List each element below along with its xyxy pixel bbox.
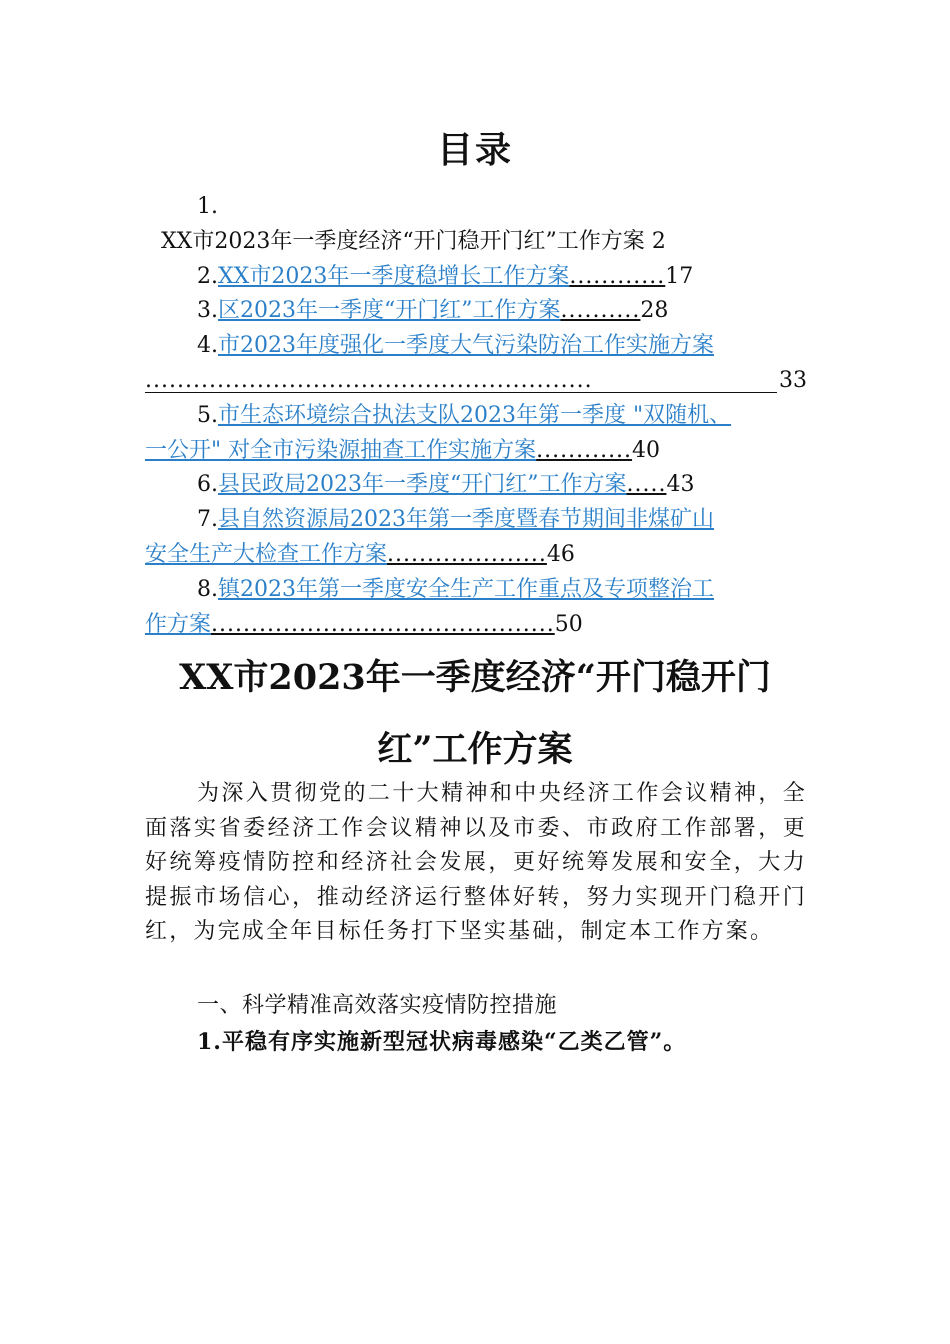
toc-entry-4[interactable] (145, 329, 807, 364)
toc-entry-6[interactable] (145, 468, 807, 503)
toc-entry-link[interactable]: XX市2023年一季度稳增长工作方案 (218, 263, 570, 289)
toc-entry-7[interactable] (145, 503, 807, 538)
toc-entry-link[interactable]: 区2023年一季度“开门红”工作方案 (218, 298, 561, 324)
toc-entry-number: 2. (197, 263, 218, 289)
toc-entry-number: 5. (197, 402, 218, 428)
toc-entry-number: 8. (197, 576, 218, 602)
toc-leader-dots: .................... (387, 541, 547, 567)
toc-entry-5[interactable] (145, 399, 807, 434)
toc-leader-dots: ............ (569, 263, 666, 289)
toc-entry-number: 6. (197, 472, 218, 498)
toc-entry-7-continued[interactable] (145, 538, 807, 573)
toc-entry-number: 3. (197, 298, 218, 324)
table-of-contents (145, 190, 807, 642)
section-heading: 一、科学精准高效落实疫情防控措施 (197, 993, 558, 1018)
toc-entry-2[interactable] (145, 260, 807, 295)
toc-entry-link[interactable]: 市生态环境综合执法支队2023年第一季度 "双随机、 (218, 402, 732, 428)
toc-title: 目录 (436, 129, 513, 171)
toc-entry-page: 33 (779, 367, 807, 393)
toc-leader-dots: .......... (560, 298, 641, 324)
toc-entry-page: 17 (665, 263, 694, 289)
toc-entry-8-continued[interactable] (145, 608, 807, 643)
toc-entry-8[interactable] (145, 573, 807, 608)
document-title-line-1: XX市2023年一季度经济“开门稳开门 (179, 657, 771, 698)
toc-entry-link[interactable]: 镇2023年第一季度安全生产工作重点及专项整治工 (218, 576, 714, 602)
toc-leader-dots: ........................................................ (145, 364, 777, 393)
subsection-heading: 1.平稳有序实施新型冠状病毒感染“乙类乙管”。 (197, 1029, 687, 1055)
toc-leader-dots: ........................................... (211, 611, 555, 637)
toc-entry-1-number-line (145, 190, 807, 225)
toc-entry-number: 7. (197, 507, 218, 533)
toc-entry-link[interactable]: 县自然资源局2023年第一季度暨春节期间非煤矿山 (218, 507, 714, 533)
toc-leader-dots: ..... (626, 472, 667, 498)
toc-entry-title[interactable]: XX市2023年一季度经济“开门稳开门红”工作方案 (161, 228, 645, 254)
toc-entry-page: 40 (632, 437, 661, 463)
toc-entry-link-continued[interactable]: 作方案 (145, 611, 212, 637)
toc-entry-link-continued[interactable]: 一公开" 对全市污染源抽查工作实施方案 (145, 437, 537, 463)
toc-entry-3[interactable] (145, 294, 807, 329)
toc-entry-page: 43 (666, 472, 695, 498)
toc-entry-link-continued[interactable]: 安全生产大检查工作方案 (145, 541, 388, 567)
toc-leader-dots: ............ (536, 437, 633, 463)
toc-entry-page: 28 (640, 298, 669, 324)
toc-entry-1[interactable] (145, 225, 807, 260)
toc-entry-link[interactable]: 市2023年度强化一季度大气污染防治工作实施方案 (218, 333, 714, 359)
document-title-line-2: 红”工作方案 (377, 729, 573, 770)
toc-entry-4-leader-line (145, 364, 807, 399)
toc-entry-page: 2 (651, 228, 666, 254)
toc-entry-number: 1. (197, 194, 218, 219)
toc-entry-number: 4. (197, 333, 218, 359)
toc-entry-5-continued[interactable] (145, 434, 807, 469)
toc-entry-link[interactable]: 县民政局2023年一季度“开门红”工作方案 (218, 472, 627, 498)
intro-paragraph: 为深入贯彻党的二十大精神和中央经济工作会议精神，全面落实省委经济工作会议精神以及市委、市政府工作部署，更好统筹疫情防控和经济社会发展，更好统筹发展和安全，大力提振市场信心，推动经济运行整体好转，努力实现开门稳开门红，为完成全年目标任务打下坚实基础，制定本工作方案。 (145, 781, 807, 944)
toc-entry-page: 50 (554, 611, 583, 637)
toc-entry-page: 46 (546, 541, 575, 567)
